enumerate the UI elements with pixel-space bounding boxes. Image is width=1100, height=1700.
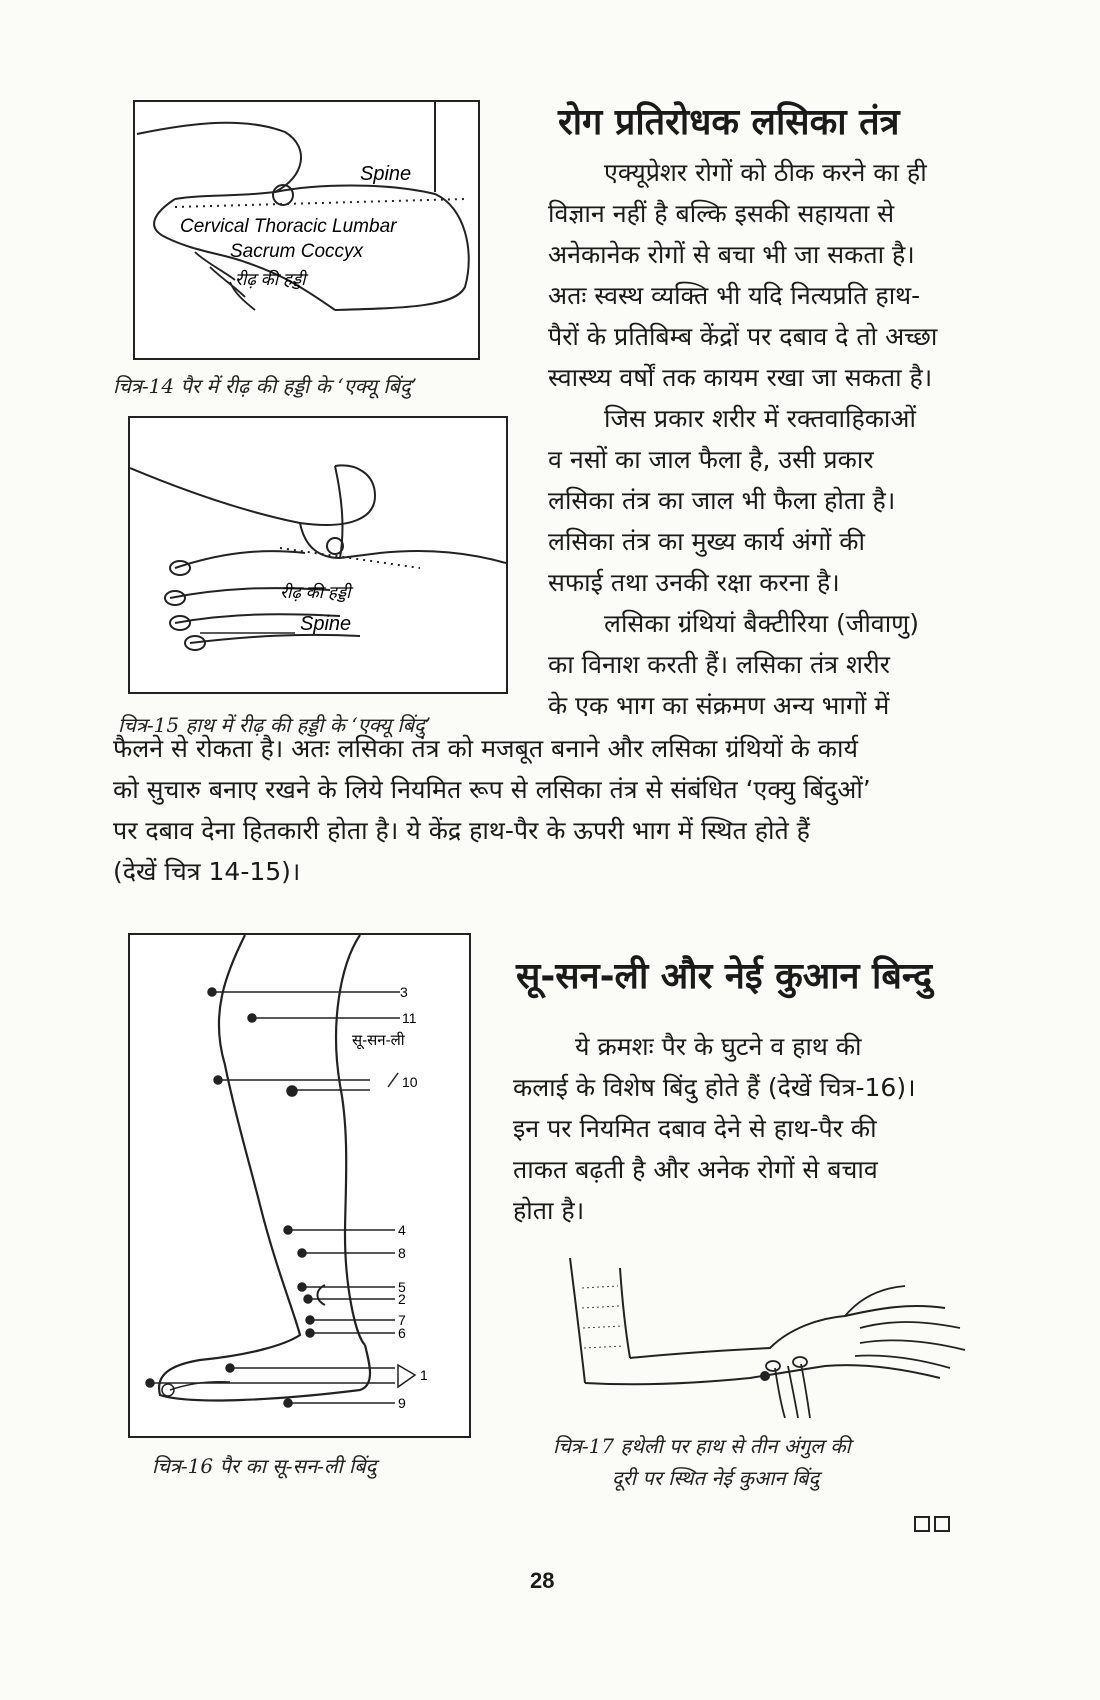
fig15-caption: चित्र-15 हाथ में रीढ़ की हड्डी के ‘एक्यू बिंदु’ bbox=[118, 713, 431, 737]
figure-16 bbox=[128, 933, 471, 1438]
fig16-point-label: सू-सन-ली bbox=[352, 1032, 405, 1049]
square-icon bbox=[934, 1516, 950, 1532]
fig14-label-sacrum: Sacrum Coccyx bbox=[230, 241, 364, 262]
text-line: ताकत बढ़ती है और अनेक रोगों से बचाव bbox=[513, 1155, 878, 1184]
text-line: को सुचारु बनाए रखने के लिये नियमित रूप से लसिका तंत्र से संबंधित ‘एक्यु बिंदुओं’ bbox=[113, 775, 871, 804]
text-line: पर दबाव देना हितकारी होता है। ये केंद्र हाथ-पैर के ऊपरी भाग में स्थित होते हैं bbox=[113, 816, 810, 845]
fig14-label-vertebrae: Cervical Thoracic Lumbar bbox=[180, 216, 397, 237]
text-line: फैलने से रोकता है। अतः लसिका तंत्र को मजबूत बनाने और लसिका ग्रंथियों के कार्य bbox=[113, 734, 858, 763]
section2-text bbox=[513, 1026, 983, 1231]
section1-full-width bbox=[113, 728, 983, 892]
section1-heading: रोग प्रतिरोधक लसिका तंत्र bbox=[558, 102, 900, 143]
figure-17 bbox=[560, 1258, 980, 1418]
text-line: एक्यूप्रेशर रोगों को ठीक करने का ही bbox=[604, 158, 927, 187]
text-line: कलाई के विशेष बिंदु होते हैं (देखें चित्र-16)। bbox=[513, 1073, 916, 1102]
fig14-caption: चित्र-14 पैर में रीढ़ की हड्डी के ‘एक्यू बिंदु’ bbox=[113, 374, 417, 398]
fig16-number: 4 bbox=[398, 1222, 406, 1238]
text-line: लसिका तंत्र का जाल भी फैला होता है। bbox=[548, 486, 896, 515]
fig17-caption-line1: चित्र-17 हथेली पर हाथ से तीन अंगुल की bbox=[553, 1434, 851, 1458]
leg-points-illustration bbox=[130, 935, 469, 1436]
text-line: सफाई तथा उनकी रक्षा करना है। bbox=[548, 568, 840, 597]
fig15-label-hindi: रीढ़ की हड्डी bbox=[280, 583, 351, 602]
fig14-label-hindi: रीढ़ की हड्डी bbox=[235, 270, 306, 289]
text-line: पैरों के प्रतिबिम्ब केंद्रों पर दबाव दे तो अच्छा bbox=[548, 322, 938, 351]
page-number: 28 bbox=[530, 1568, 555, 1593]
text-line: जिस प्रकार शरीर में रक्तवाहिकाओं bbox=[604, 404, 916, 433]
text-line: ये क्रमशः पैर के घुटने व हाथ की bbox=[575, 1032, 862, 1061]
figure-15 bbox=[128, 416, 508, 694]
fig16-number: 9 bbox=[398, 1395, 406, 1411]
text-line: होता है। bbox=[513, 1196, 585, 1225]
text-line: अतः स्वस्थ व्यक्ति भी यदि नित्यप्रति हाथ- bbox=[548, 281, 921, 310]
fig16-caption: चित्र-16 पैर का सू-सन-ली बिंदु bbox=[152, 1454, 377, 1478]
figure-14 bbox=[133, 100, 480, 360]
hand-spine-illustration bbox=[130, 418, 506, 692]
fig16-number: 11 bbox=[402, 1010, 417, 1026]
fig16-number: 1 bbox=[420, 1367, 428, 1383]
text-line: (देखें चित्र 14-15)। bbox=[113, 857, 301, 886]
fig16-number: 6 bbox=[398, 1325, 406, 1341]
text-line: विज्ञान नहीं है बल्कि इसकी सहायता से bbox=[548, 199, 895, 228]
text-line: लसिका ग्रंथियां बैक्टीरिया (जीवाणु) bbox=[604, 609, 919, 638]
section1-right-column bbox=[548, 152, 988, 726]
fig16-number: 7 bbox=[398, 1312, 406, 1328]
text-line: का विनाश करती हैं। लसिका तंत्र शरीर bbox=[548, 650, 890, 679]
fig16-number: 3 bbox=[400, 984, 408, 1000]
fig17-caption-line2: दूरी पर स्थित नेई कुआन बिंदु bbox=[612, 1466, 820, 1490]
wrist-point-illustration bbox=[560, 1258, 980, 1418]
fig14-label-spine: Spine bbox=[360, 163, 412, 185]
fig16-number: 8 bbox=[398, 1245, 406, 1261]
fig16-number: 10 bbox=[402, 1074, 418, 1090]
text-line: के एक भाग का संक्रमण अन्य भागों में bbox=[548, 691, 890, 720]
text-line: अनेकानेक रोगों से बचा भी जा सकता है। bbox=[548, 240, 915, 269]
fig16-number: 5 bbox=[398, 1279, 406, 1295]
foot-spine-illustration bbox=[135, 102, 478, 358]
square-icon bbox=[914, 1516, 930, 1532]
end-marker bbox=[910, 1516, 950, 1536]
text-line: व नसों का जाल फैला है, उसी प्रकार bbox=[548, 445, 874, 474]
section2-heading: सू-सन-ली और नेई कुआन बिन्दु bbox=[516, 956, 933, 997]
fig16-number: 2 bbox=[398, 1291, 406, 1307]
text-line: लसिका तंत्र का मुख्य कार्य अंगों की bbox=[548, 527, 865, 556]
text-line: इन पर नियमित दबाव देने से हाथ-पैर की bbox=[513, 1114, 877, 1143]
fig15-label-spine: Spine bbox=[300, 613, 352, 635]
text-line: स्वास्थ्य वर्षों तक कायम रखा जा सकता है। bbox=[548, 363, 933, 392]
